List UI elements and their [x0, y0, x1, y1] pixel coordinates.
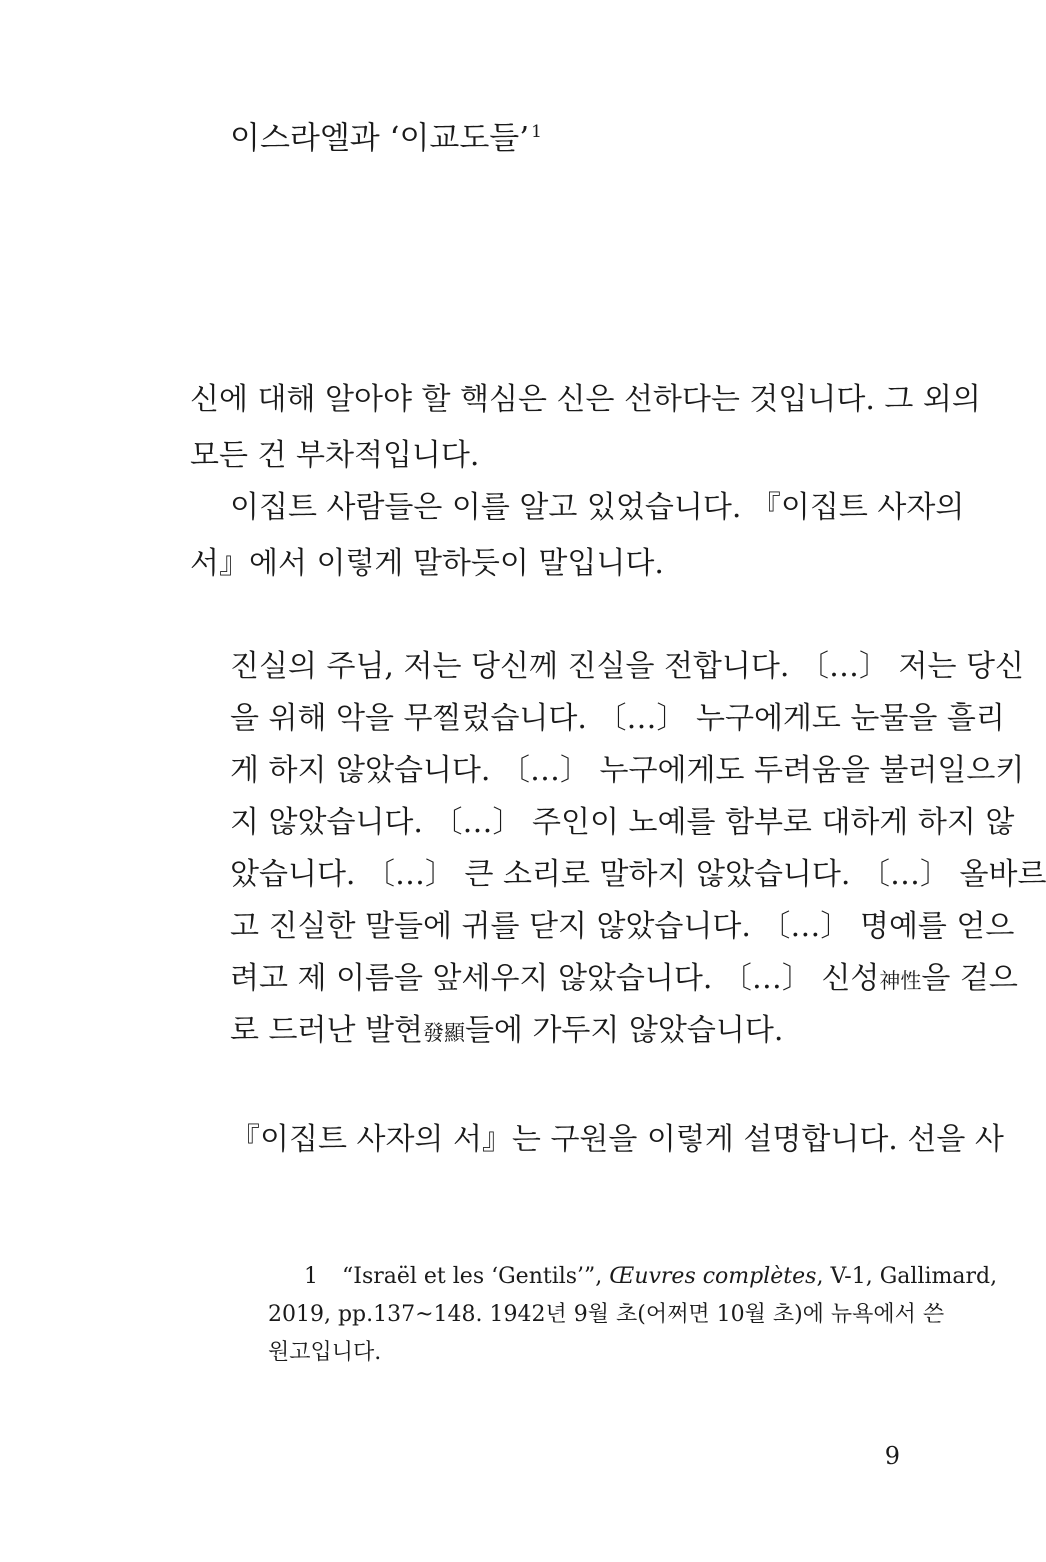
quote-line-6: 고 진실한 말들에 귀를 닫지 않았습니다. 〔…〕 명예를 얻으: [230, 909, 1015, 944]
footnote-citation-title: “Israël et les ‘Gentils’”,: [342, 1264, 610, 1289]
paragraph-2-line-2: 서』에서 이렇게 말하듯이 말입니다.: [190, 546, 664, 581]
quote-line-7: [230, 959, 1018, 1001]
quote-line-7-tail: 을 겉으: [921, 961, 1018, 996]
quote-line-3: 게 하지 않았습니다. 〔…〕 누구에게도 두려움을 불러일으키: [230, 753, 1025, 788]
chapter-title: [230, 110, 542, 160]
quote-line-5: 았습니다. 〔…〕 큰 소리로 말하지 않았습니다. 〔…〕 올바르: [230, 857, 1046, 892]
footnote-line-2: 2019, pp.137~148. 1942년 9월 초(어쩌면 10월 초)에 뉴욕에서 쓴: [268, 1302, 945, 1327]
footnote-reference: 1: [531, 122, 542, 142]
footnote-book-title: Œuvres complètes: [609, 1264, 817, 1289]
paragraph-3-line-1: 『이집트 사자의 서』는 구원을 이렇게 설명합니다. 선을 사: [230, 1122, 1004, 1157]
quote-line-7-text: 려고 제 이름을 앞세우지 않았습니다. 〔…〕 신성: [230, 961, 880, 996]
footnote-line-3: 원고입니다.: [268, 1340, 382, 1365]
chapter-title-text: 이스라엘과 ‘이교도들’: [230, 120, 530, 157]
page-number: 9: [884, 1442, 900, 1470]
hanja-annotation: 發顯: [422, 1021, 465, 1045]
quote-line-4: 지 않았습니다. 〔…〕 주인이 노예를 함부로 대하게 하지 않: [230, 805, 1015, 840]
paragraph-2-line-1: 이집트 사람들은 이를 알고 있었습니다. 『이집트 사자의: [230, 490, 965, 525]
quote-line-2: 을 위해 악을 무찔렀습니다. 〔…〕 누구에게도 눈물을 흘리: [230, 701, 1005, 736]
footnote-citation-publisher: , V-1, Gallimard,: [816, 1264, 998, 1289]
footnote-number: 1: [304, 1264, 318, 1289]
quote-line-8-head: 로 드러난 발현: [230, 1013, 423, 1048]
footnote-line-1: [342, 1262, 997, 1292]
hanja-annotation: 神性: [879, 969, 922, 993]
paragraph-1-line-1: 신에 대해 알아야 할 핵심은 신은 선하다는 것입니다. 그 외의: [190, 382, 981, 417]
quote-line-1: 진실의 주님, 저는 당신께 진실을 전합니다. 〔…〕 저는 당신: [230, 649, 1024, 684]
quote-line-8-tail: 들에 가두지 않았습니다.: [464, 1013, 784, 1048]
paragraph-1-line-2: 모든 건 부차적입니다.: [190, 438, 480, 473]
quote-line-8: [230, 1011, 783, 1053]
